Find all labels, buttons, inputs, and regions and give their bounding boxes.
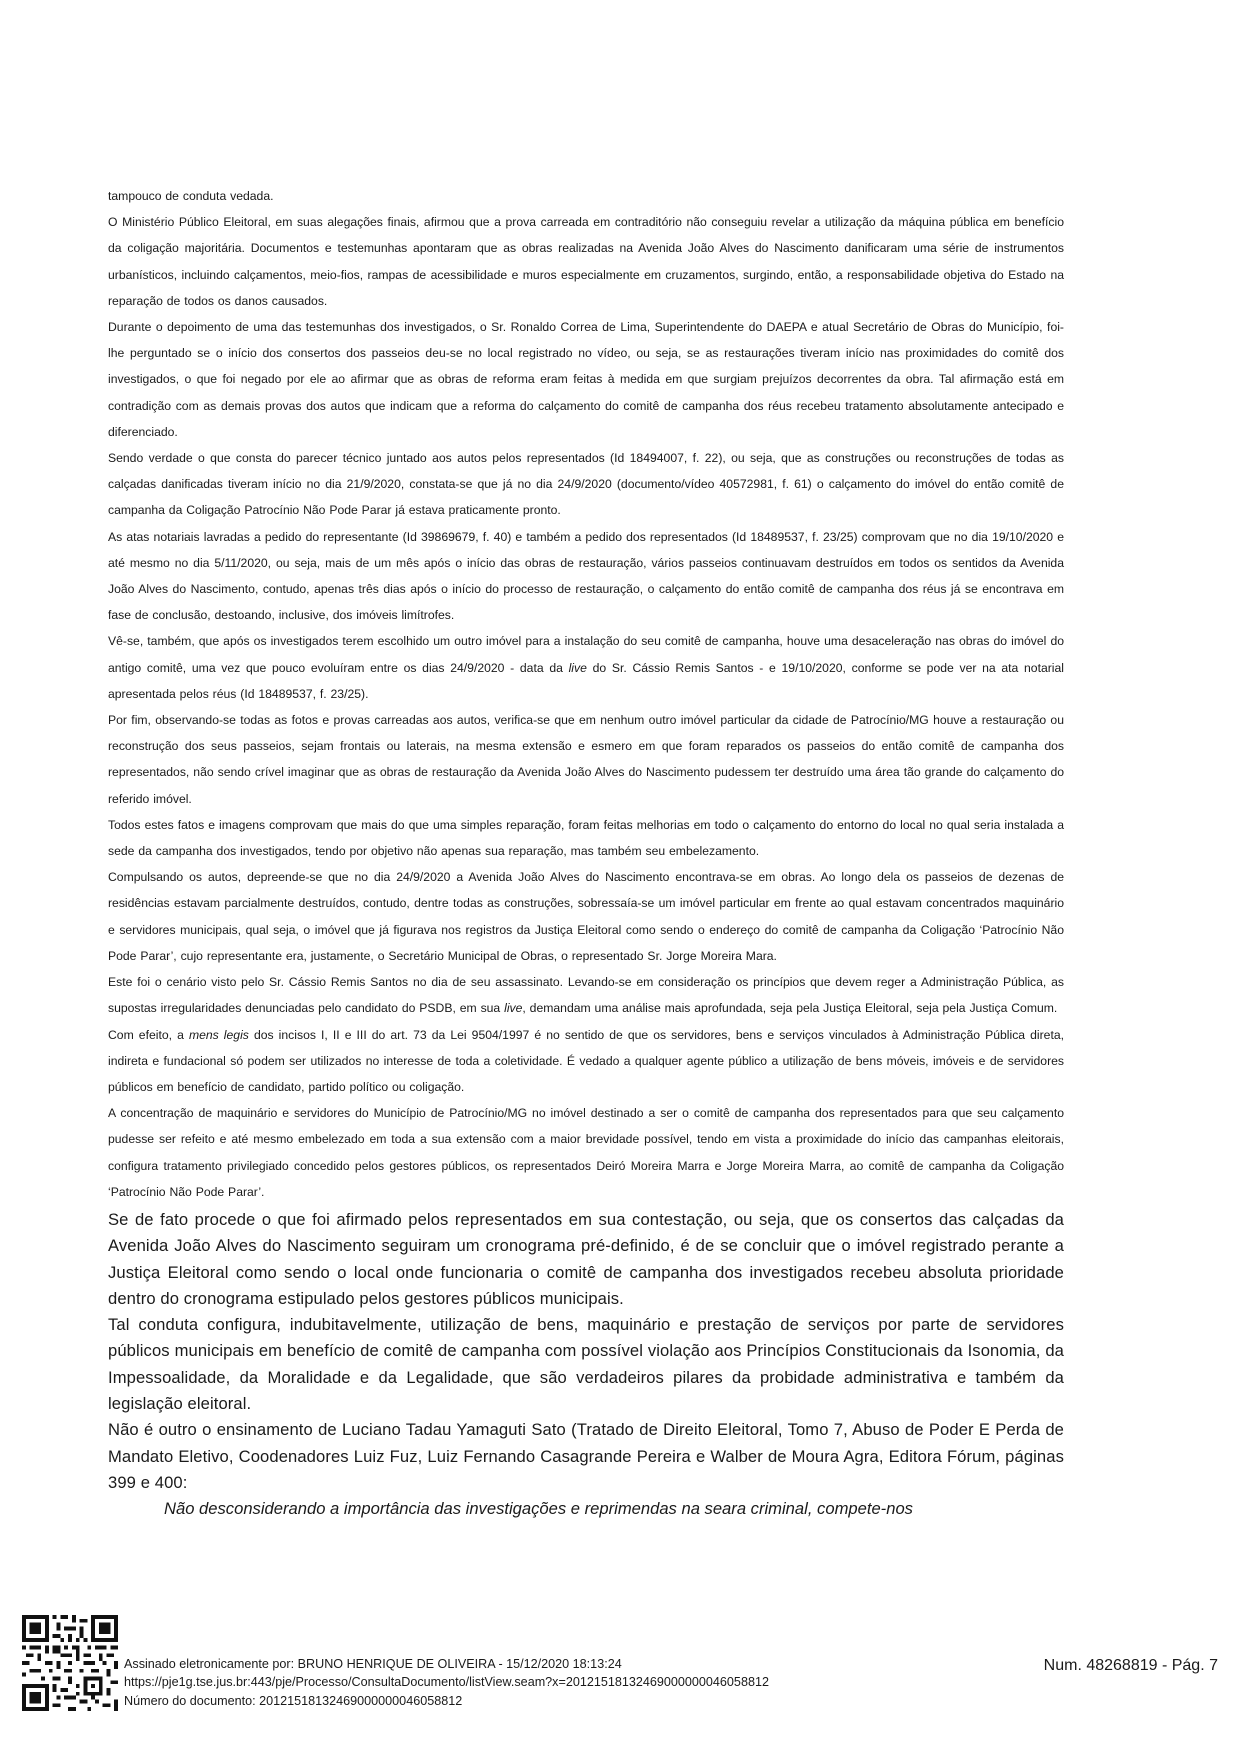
text-segment: Este foi o cenário visto pelo Sr. Cássio Remis Santos no dia de seu assassinato. Levando-se em consideração os princípios que devem reger a Administração Pública, as supostas irregularidades denunciadas pelo candidato do PSDB, em sua	[108, 975, 1064, 1016]
text-segment: O Ministério Público Eleitoral, em suas alegações finais, afirmou que a prova carreada em contraditório não conseguiu revelar a utilização da máquina pública em benefício da coligação majoritária. Documentos e testemunhas apontaram que as obras realizadas na Avenida João Alves do Nascimento danificaram uma série de instrumentos urbanísticos, incluindo calçamentos, meio-fios, rampas de acessibilidade e muros especialmente em cruzamentos, surgindo, então, a responsabilidade objetiva do Estado na reparação de todos os danos causados.	[108, 215, 1064, 308]
paragraph	[108, 1100, 1064, 1205]
paragraph-conduta: Tal conduta configura, indubitavelmente, utilização de bens, maquinário e prestação de serviços por parte de servidores públicos municipais em benefício de comitê de campanha com possível violação aos Princípios Constitucionais da Isonomia, da Impessoalidade, da Moralidade e da Legalidade, que são verdadeiros pilares da probidade administrativa e também da legislação eleitoral.	[108, 1315, 1064, 1413]
text-segment: do Sr. Cássio Remis Santos - e 19/10/2020, conforme se pode ver na ata notarial apresentada pelos réus (Id 18489537, f. 23/25).	[108, 660, 1064, 701]
text-segment: Vê-se, também, que após os investigados terem escolhido um outro imóvel para a instalação do seu comitê de campanha, houve uma desaceleração nas obras do imóvel do antigo comitê, uma vez que pouco evoluíram entre os dias 24/9/2020 - data da	[108, 634, 1064, 675]
paragraph	[108, 183, 1064, 209]
text-segment: Com efeito, a	[108, 1027, 189, 1042]
signature-footer	[0, 1615, 1240, 1755]
text-segment: Todos estes fatos e imagens comprovam que mais do que uma simples reparação, foram feitas melhorias em todo o calçamento do entorno do local no qual seria instalada a sede da campanha dos investigados, tendo por objetivo não apenas sua reparação, mas também seu embelezamento.	[108, 817, 1064, 859]
text-segment: Compulsando os autos, depreende-se que no dia 24/9/2020 a Avenida João Alves do Nascimento encontrava-se em obras. Ao longo dela os passeios de dezenas de residências estavam parcialmente destruídos, contudo, dentre todas as construções, sobressaía-se um imóvel particular em frente ao qual estavam concentrados maquinário e servidores municipais, qual seja, o imóvel que já figurava nos registros da Justiça Eleitoral como sendo o endereço do comitê de campanha da Coligação ‘Patrocínio Não Pode Parar’, cujo representante era, justamente, o Secretário Municipal de Obras, o representado Sr. Jorge Moreira Mara.	[108, 870, 1064, 963]
citation-quote: Não desconsiderando a importância das investigações e reprimendas na seara criminal, compete-nos	[164, 1499, 913, 1519]
signature-block	[124, 1655, 769, 1710]
large-paragraphs	[108, 1207, 1064, 1496]
paragraph	[108, 812, 1064, 864]
small-paragraphs	[108, 183, 1064, 1205]
text-segment: Durante o depoimento de uma das testemunhas dos investigados, o Sr. Ronaldo Correa de Lima, Superintendente do DAEPA e atual Secretário de Obras do Município, foi-lhe perguntado se o início dos consertos dos passeios deu-se no local registrado no vídeo, ou seja, se as restaurações tiveram início nas proximidades do comitê dos investigados, o que foi negado por ele ao afirmar que as obras de reforma eram feitas à medida em que surgiam prejuízos decorrentes da obra. Tal afirmação está em contradição com as demais provas dos autos que indicam que a reforma do calçamento do comitê de campanha dos réus recebeu tratamento absolutamente antecipado e diferenciado.	[108, 320, 1064, 439]
paragraph	[108, 628, 1064, 707]
text-segment: , demandam uma análise mais aprofundada, seja pela Justiça Eleitoral, seja pela Justiça Comum.	[522, 1001, 1058, 1016]
document-number-line: Número do documento: 20121518132469000000046058812	[124, 1693, 463, 1708]
paragraph-prioridade: Se de fato procede o que foi afirmado pelos representados em sua contestação, ou seja, que os consertos das calçadas da Avenida João Alves do Nascimento seguiram um cronograma pré-definido, é de se concluir que o imóvel registrado perante a Justiça Eleitoral como sendo o local onde funcionaria o comitê de campanha dos investigados recebeu absoluta prioridade dentro do cronograma estipulado pelos gestores públicos municipais.	[108, 1209, 1064, 1308]
italic-term: live	[504, 1001, 523, 1016]
qr-code-icon	[22, 1615, 118, 1711]
text-segment: As atas notariais lavradas a pedido do representante (Id 39869679, f. 40) e também a pedido dos representados (Id 18489537, f. 23/25) comprovam que no dia 19/10/2020 e até mesmo no dia 5/11/2020, ou seja, mais de um mês após o início das obras de restauração, vários passeios continuavam destruídos em todos os sentidos da Avenida João Alves do Nascimento, contudo, apenas três dias após o início do processo de restauração, o calçamento do então comitê de campanha dos réus já se encontrava em fase de conclusão, destoando, inclusive, dos imóveis limítrofes.	[108, 529, 1064, 623]
paragraph	[108, 524, 1064, 629]
text-segment: A concentração de maquinário e servidores do Município de Patrocínio/MG no imóvel destinado a ser o comitê de campanha dos representados para que seu calçamento pudesse ser refeito e até mesmo embelezado em toda a sua extensão com a maior brevidade possível, tendo em vista a proximidade do início das campanhas eleitorais, configura tratamento privilegiado concedido pelos gestores públicos, os representados Deiró Moreira Marra e Jorge Moreira Marra, ao comitê de campanha da Coligação ‘Patrocínio Não Pode Parar’.	[108, 1106, 1064, 1199]
paragraph	[108, 707, 1064, 812]
page-number: Num. 48268819 - Pág. 7	[1043, 1657, 1218, 1674]
signed-by-line: Assinado eletronicamente por: BRUNO HENRIQUE DE OLIVEIRA - 15/12/2020 18:13:24	[124, 1657, 622, 1671]
paragraph	[108, 969, 1064, 1021]
paragraph	[108, 864, 1064, 969]
text-segment: Sendo verdade o que consta do parecer técnico juntado aos autos pelos representados (Id 18494007, f. 22), ou seja, que as construções ou reconstruções de todas as calçadas danificadas tiveram início no dia 21/9/2020, constata-se que já no dia 24/9/2020 (documento/vídeo 40572981, f. 61) o calçamento do imóvel do então comitê de campanha da Coligação Patrocínio Não Pode Parar já estava praticamente pronto.	[108, 451, 1064, 518]
italic-term: live	[568, 660, 587, 675]
paragraph	[108, 314, 1064, 445]
text-segment: tampouco de conduta vedada.	[108, 189, 274, 203]
text-segment: Por fim, observando-se todas as fotos e provas carreadas aos autos, verifica-se que em nenhum outro imóvel particular da cidade de Patrocínio/MG houve a restauração ou reconstrução dos seus passeios, sejam frontais ou laterais, na mesma extensão e esmero em que foram reparados os passeios do então comitê de campanha dos representados, não sendo crível imaginar que as obras de restauração da Avenida João Alves do Nascimento pudessem ter destruído uma área tão grande do calçamento do referido imóvel.	[108, 713, 1064, 806]
paragraph-ensinamento: Não é outro o ensinamento de Luciano Tadau Yamaguti Sato (Tratado de Direito Eleitoral, Tomo 7, Abuso de Poder E Perda de Mandato Eletivo, Coodenadores Luiz Fuz, Luiz Fernando Casagrande Pereira e Walber de Moura Agra, Editora Fórum, páginas 399 e 400:	[108, 1420, 1064, 1492]
paragraph	[108, 1022, 1064, 1101]
document-body	[108, 183, 1064, 1522]
text-segment: dos incisos I, II e III do art. 73 da Lei 9504/1997 é no sentido de que os servidores, bens e serviços vinculados à Administração Pública direta, indireta e fundacional só podem ser utilizados no interesse de toda a coletividade. É vedado a qualquer agente público a utilização de bens móveis, imóveis e de servidores públicos em benefício de candidato, partido político ou coligação.	[108, 1027, 1065, 1094]
paragraph	[108, 445, 1064, 524]
paragraph	[108, 209, 1064, 314]
document-url-line[interactable]: https://pje1g.tse.jus.br:443/pje/Processo/ConsultaDocumento/listView.seam?x=20121518132469000000046058812	[124, 1675, 769, 1690]
italic-term: mens legis	[188, 1027, 249, 1042]
